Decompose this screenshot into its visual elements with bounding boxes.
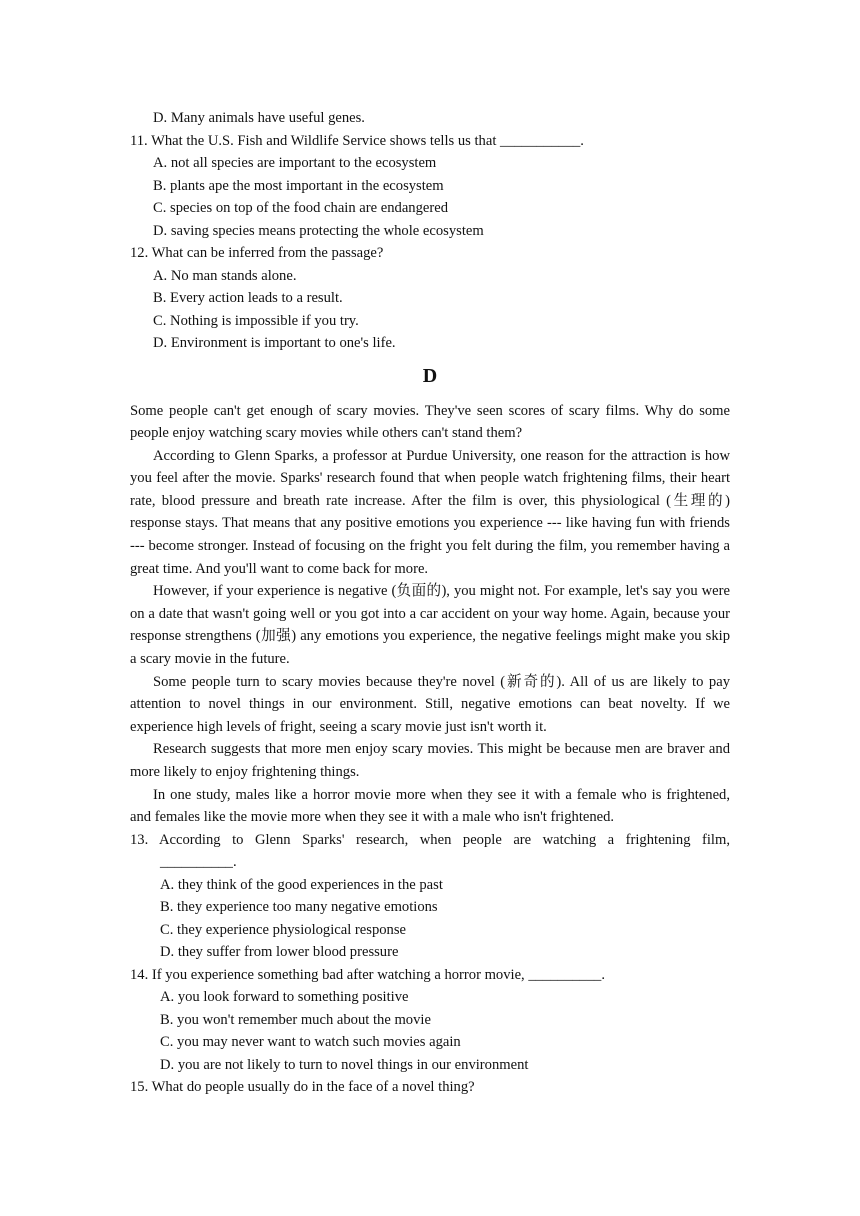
q11-option-b: B. plants ape the most important in the ecosystem [153, 177, 444, 194]
section-title: D [422, 364, 438, 387]
q14-option-d: D. you are not likely to turn to novel things in our environment [160, 1056, 529, 1073]
q11-option-d: D. saving species means protecting the whole ecosystem [153, 222, 484, 239]
q14-option-a: A. you look forward to something positive [160, 989, 409, 1006]
passage-paragraph-5: Research suggests that more men enjoy scary movies. This might be because men are braver and more likely to enjoy frightening things. [130, 741, 730, 780]
q13-stem-blank: __________. [160, 854, 237, 871]
q12-option-c: C. Nothing is impossible if you try. [153, 312, 359, 329]
q12-option-a: A. No man stands alone. [153, 267, 297, 284]
q14-option-c: C. you may never want to watch such movies again [160, 1034, 461, 1051]
q10-option-d: D. Many animals have useful genes. [153, 110, 365, 126]
document-page [130, 107, 730, 1099]
q11-option-c: C. species on top of the food chain are endangered [153, 200, 449, 216]
passage-paragraph-2: According to Glenn Sparks, a professor at Purdue University, one reason for the attraction is how you feel after the movie. Sparks' research found that when people watch frightening films, their heart rate, blood pressure and breath rate increase. After the film is over, this physiological (生理的) response stays. That means that any positive emotions you experience --- like having fun with friends --- become stronger. Instead of focusing on the fright you felt during the film, you remember having a great time. And you'll want to come back for more. [130, 447, 730, 577]
q14-stem: 14. If you experience something bad after watching a horror movie, __________. [130, 966, 605, 983]
q13-stem: 13. According to Glenn Sparks' research, when people are watching a frightening film, [130, 831, 730, 848]
q15-stem: 15. What do people usually do in the face of a novel thing? [130, 1079, 475, 1096]
q12-option-d: D. Environment is important to one's life. [153, 335, 396, 351]
q11-option-a: A. not all species are important to the ecosystem [153, 155, 437, 171]
q13-option-c: C. they experience physiological response [160, 921, 406, 938]
q13-option-b: B. they experience too many negative emotions [160, 899, 438, 916]
q12-stem: 12. What can be inferred from the passage? [130, 245, 384, 261]
q13-option-a: A. they think of the good experiences in the past [160, 876, 443, 893]
passage-paragraph-3: However, if your experience is negative (负面的), you might not. For example, let's say you were on a date that wasn't going well or you got into a car accident on your way home. Again, because your response strengthens (加强) any emotions you experience, the negative feelings might make you skip a scary movie in the future. [130, 583, 730, 668]
q11-stem: 11. What the U.S. Fish and Wildlife Service shows tells us that ___________. [130, 132, 584, 149]
passage-paragraph-6: In one study, males like a horror movie more when they see it with a female who is frightened, and females like the movie more when they see it with a male who isn't frightened. [130, 786, 730, 826]
q12-option-b: B. Every action leads to a result. [153, 290, 343, 306]
passage-paragraph-4: Some people turn to scary movies because they're novel (新奇的). All of us are likely to pay attention to novel things in our environment. Still, negative emotions can beat novelty. If we experience high levels of fright, seeing a scary movie just isn't worth it. [130, 673, 730, 735]
passage-paragraph-1: Some people can't get enough of scary movies. They've seen scores of scary films. Why do some people enjoy watching scary movies while others can't stand them? [130, 402, 730, 442]
q14-option-b: B. you won't remember much about the movie [160, 1011, 431, 1028]
q13-option-d: D. they suffer from lower blood pressure [160, 944, 399, 961]
